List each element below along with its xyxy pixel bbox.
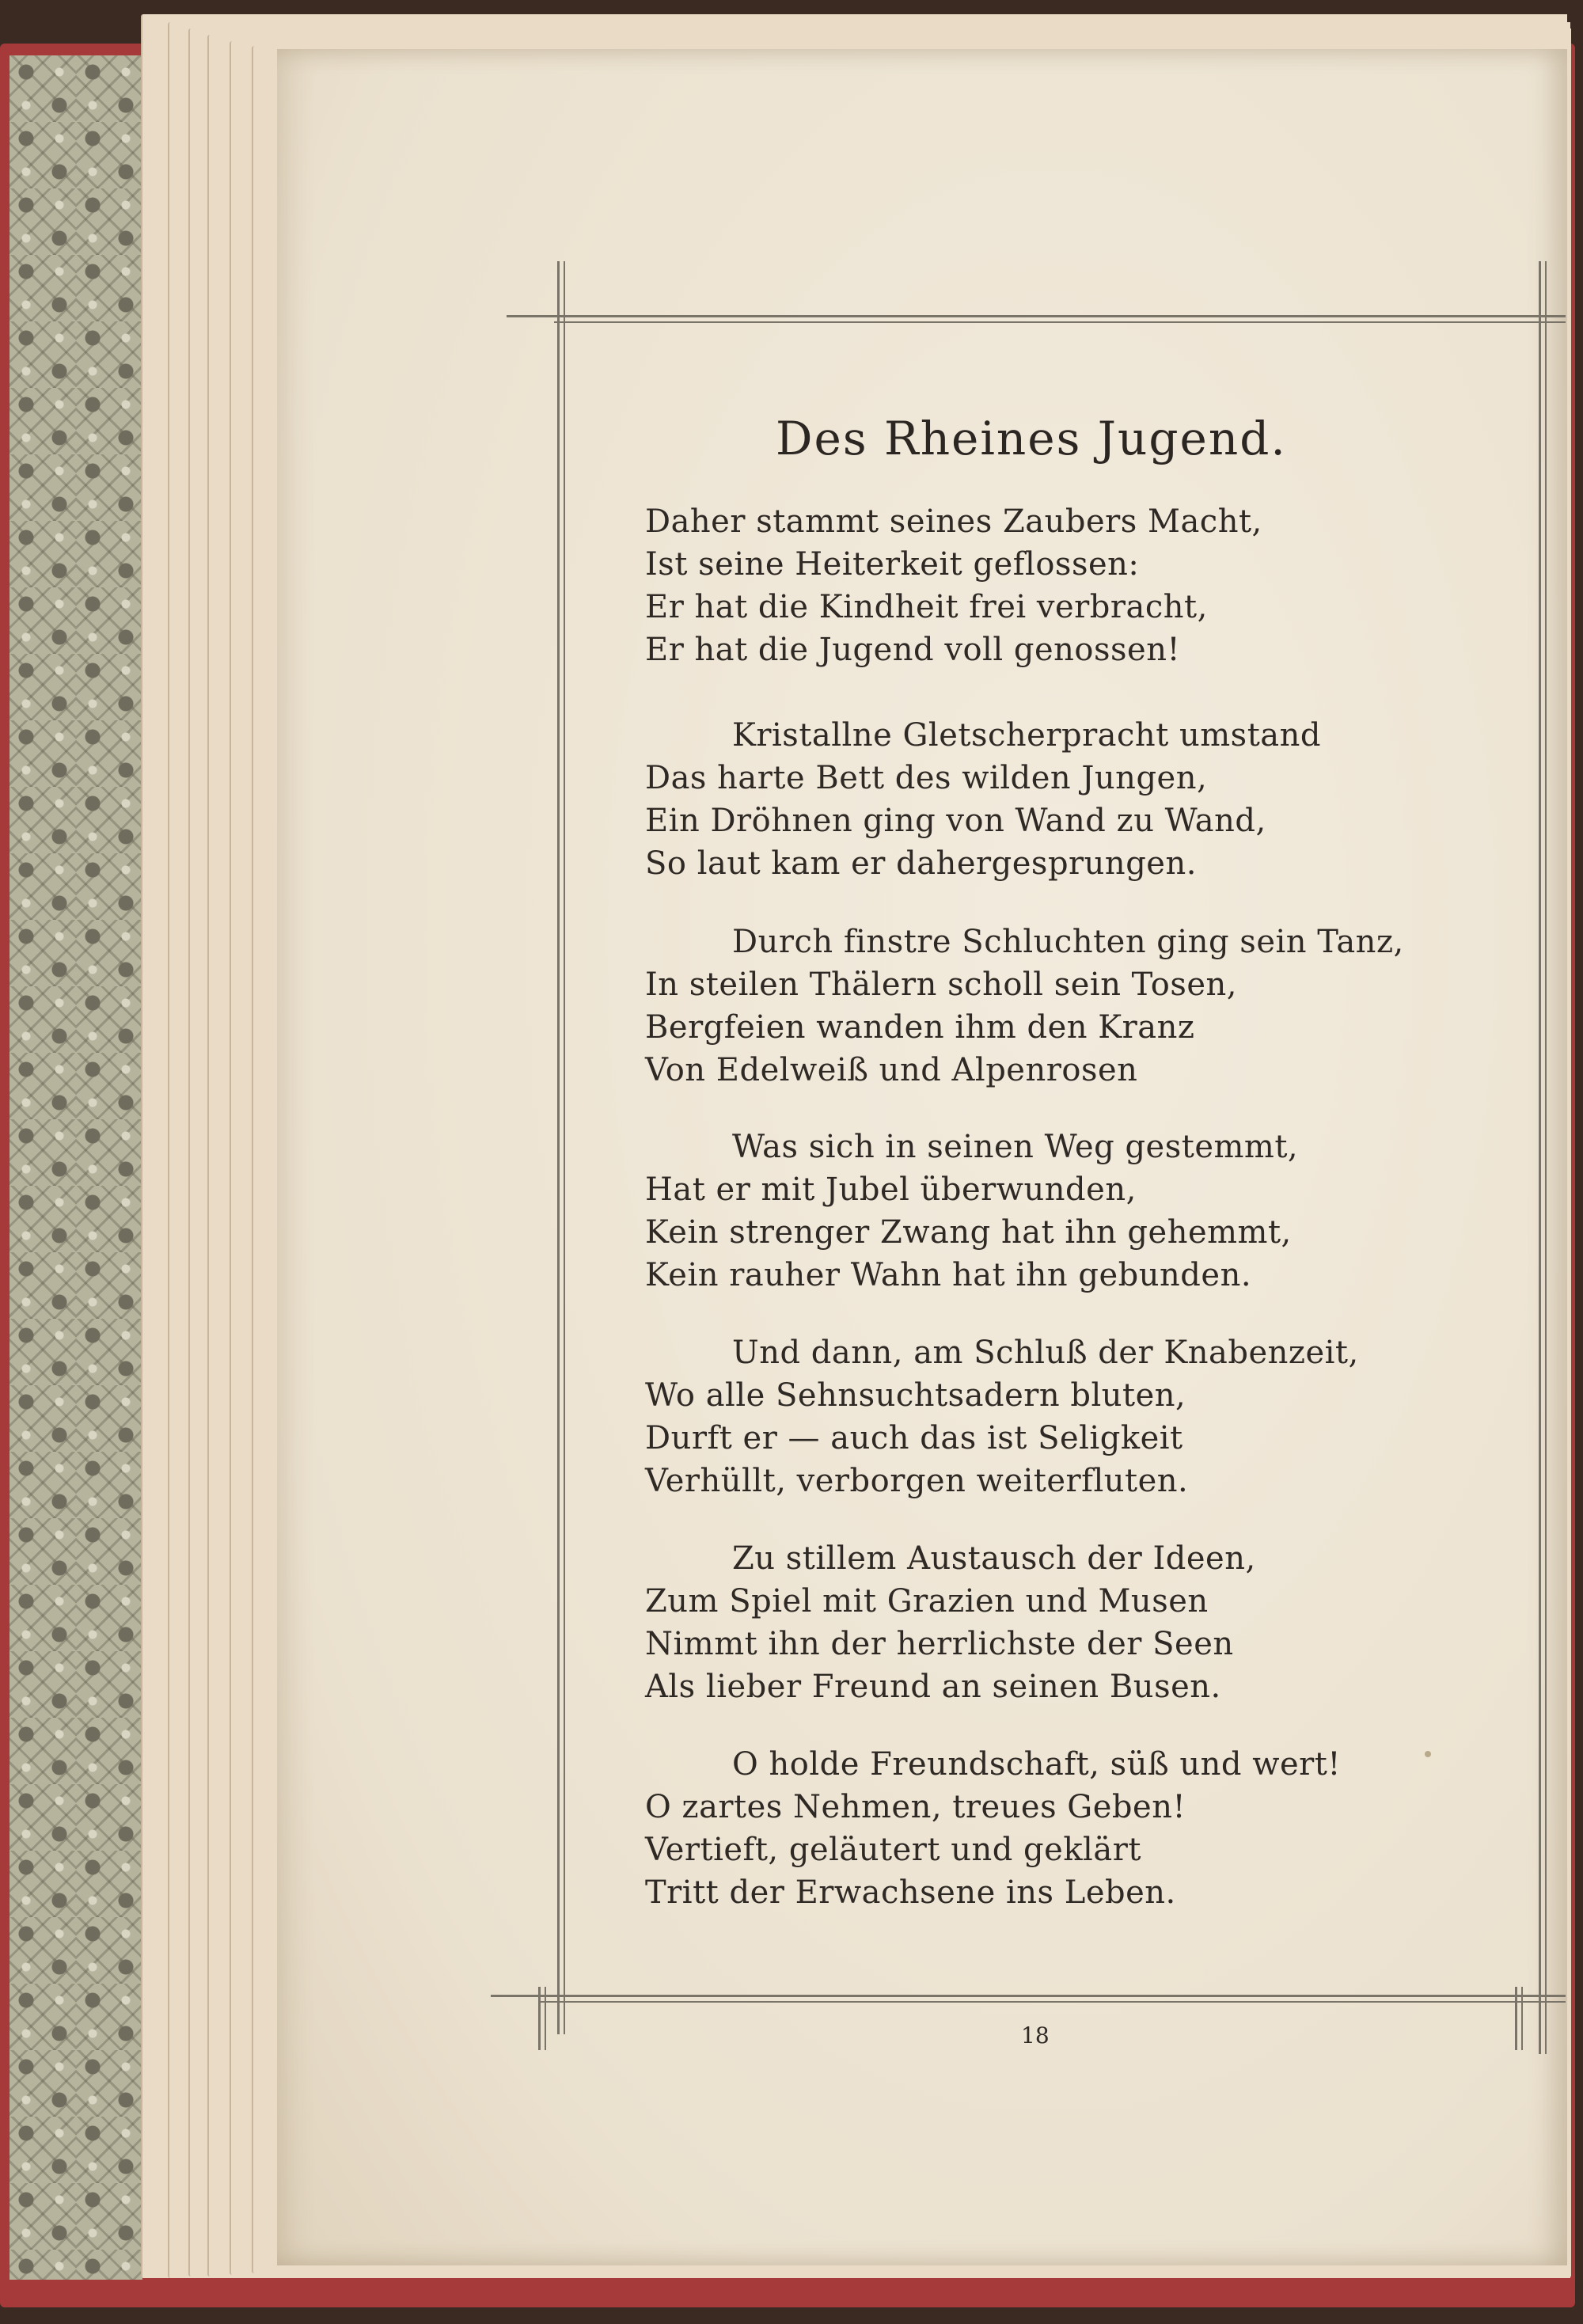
- frame-bottom-rule-2: [538, 2001, 1566, 2003]
- poem-title: Des Rheines Jugend.: [776, 412, 1287, 465]
- poem-line: Nimmt ihn der herrlichste der Seen: [645, 1626, 1234, 1662]
- decorative-endpaper: [9, 55, 142, 2280]
- frame-right-rule-2: [1545, 261, 1547, 2054]
- stanza: [645, 500, 1262, 671]
- ink-speck: [1425, 1751, 1431, 1757]
- poem-line: Vertieft, geläutert und geklärt: [645, 1832, 1141, 1868]
- frame-lower-left-rule-2: [545, 1987, 546, 2050]
- stanza: [645, 1537, 1256, 1708]
- frame-left-rule-2: [564, 261, 565, 2034]
- poem-line: Durft er — auch das ist Seligkeit: [645, 1420, 1183, 1456]
- poem-line: Als lieber Freund an seinen Busen.: [645, 1669, 1221, 1705]
- frame-top-rule: [507, 315, 1566, 317]
- poem-line: Tritt der Erwachsene ins Leben.: [645, 1874, 1176, 1911]
- poem-line: O zartes Nehmen, treues Geben!: [645, 1789, 1186, 1825]
- frame-lower-right-rule: [1515, 1987, 1517, 2050]
- stanza: [645, 1743, 1341, 1914]
- poem-line: Zum Spiel mit Grazien und Musen: [645, 1583, 1209, 1620]
- frame-bottom-rule: [491, 1995, 1566, 1997]
- poem-line: Von Edelweiß und Alpenrosen: [645, 1052, 1138, 1088]
- frame-top-rule-2: [554, 321, 1566, 323]
- stanza: [645, 921, 1404, 1092]
- poem-line: Das harte Bett des wilden Jungen,: [645, 760, 1208, 796]
- stanza: [645, 1331, 1359, 1502]
- poem-line: Ein Dröhnen ging von Wand zu Wand,: [645, 803, 1266, 839]
- page-number: 18: [1021, 2022, 1050, 2049]
- poem-line: Daher stammt seines Zaubers Macht,: [645, 503, 1262, 540]
- frame-lower-left-rule: [538, 1987, 541, 2050]
- poem-line: So laut kam er dahergesprungen.: [645, 845, 1197, 882]
- poem-line: O holde Freundschaft, süß und wert!: [732, 1746, 1341, 1783]
- poem-line: Bergfeien wanden ihm den Kranz: [645, 1009, 1195, 1046]
- stanza: [645, 1126, 1298, 1297]
- frame-left-rule: [557, 261, 560, 2034]
- poem-line: Hat er mit Jubel überwunden,: [645, 1171, 1137, 1208]
- poem-line: Verhüllt, verborgen weiterfluten.: [645, 1463, 1189, 1499]
- stanza: [645, 714, 1321, 885]
- poem-line: Und dann, am Schluß der Knabenzeit,: [732, 1335, 1359, 1371]
- poem-line: Wo alle Sehnsuchtsadern bluten,: [645, 1377, 1186, 1414]
- poem-line: Kein strenger Zwang hat ihn gehemmt,: [645, 1214, 1292, 1251]
- frame-right-rule: [1539, 261, 1541, 2054]
- poem-line: Was sich in seinen Weg gestemmt,: [732, 1129, 1299, 1165]
- poem-line: Kein rauher Wahn hat ihn gebunden.: [645, 1257, 1252, 1293]
- poem-line: Er hat die Kindheit frei verbracht,: [645, 589, 1208, 625]
- poem-line: Zu stillem Austausch der Ideen,: [732, 1540, 1256, 1577]
- poem-line: In steilen Thälern scholl sein Tosen,: [645, 966, 1238, 1003]
- poem-line: Durch finstre Schluchten ging sein Tanz,: [732, 924, 1404, 960]
- poem-line: Kristallne Gletscherpracht umstand: [732, 717, 1321, 754]
- poem-line: Er hat die Jugend voll genossen!: [645, 632, 1181, 668]
- poem-line: Ist seine Heiterkeit geflossen:: [645, 546, 1140, 583]
- frame-lower-right-rule-2: [1521, 1987, 1523, 2050]
